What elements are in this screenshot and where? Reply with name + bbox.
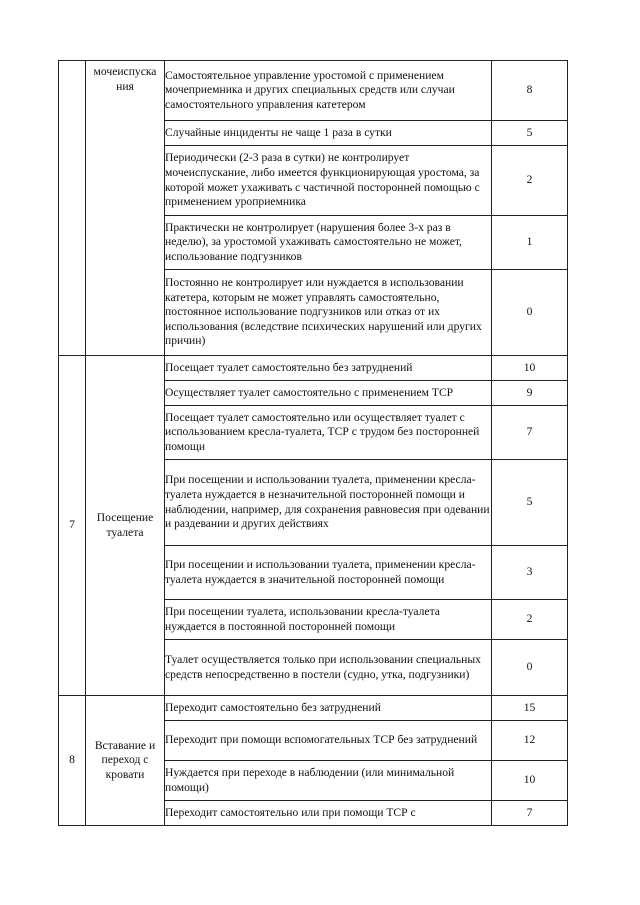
criterion-score: 7 [492, 406, 568, 460]
criterion-score: 10 [492, 356, 568, 381]
criterion-text: Посещает туалет самостоятельно без затруднений [165, 356, 492, 381]
criterion-text: Туалет осуществляется только при использовании специальных средств непосредственно в постели (судно, утка, подгузники) [165, 640, 492, 696]
criterion-score: 5 [492, 121, 568, 146]
criterion-score: 2 [492, 600, 568, 640]
criterion-text: Посещает туалет самостоятельно или осуществляет туалет с использованием кресла-туалета, ТСР с трудом без посторонней помощи [165, 406, 492, 460]
criterion-score: 10 [492, 761, 568, 801]
section-number [59, 61, 86, 356]
criterion-text: Осуществляет туалет самостоятельно с применением ТСР [165, 381, 492, 406]
table-row [59, 696, 568, 721]
section-number: 7 [59, 356, 86, 696]
table-row [59, 356, 568, 381]
table-row [59, 61, 568, 121]
criterion-text: При посещении туалета, использовании кресла-туалета нуждается в постоянной посторонней помощи [165, 600, 492, 640]
criterion-score: 5 [492, 460, 568, 546]
criterion-text: При посещении и использовании туалета, применении кресла-туалета нуждается в значительной посторонней помощи [165, 546, 492, 600]
criterion-text: Случайные инциденты не чаще 1 раза в сутки [165, 121, 492, 146]
criterion-text: Практически не контролирует (нарушения более 3-х раз в неделю), за уростомой ухаживать самостоятельно не может, использование подгузников [165, 216, 492, 270]
criterion-text: Нуждается при переходе в наблюдении (или минимальной помощи) [165, 761, 492, 801]
criterion-score: 8 [492, 61, 568, 121]
criterion-score: 9 [492, 381, 568, 406]
criterion-score: 0 [492, 640, 568, 696]
criterion-score: 1 [492, 216, 568, 270]
section-name: Посещение туалета [86, 356, 165, 696]
criterion-score: 0 [492, 270, 568, 356]
assessment-table [58, 60, 568, 826]
criterion-text: Постоянно не контролирует или нуждается в использовании катетера, которым не может управлять самостоятельно, постоянное использование подгузников или отказ от их использования (вследствие психических нарушений или других причин) [165, 270, 492, 356]
criterion-text: При посещении и использовании туалета, применении кресла-туалета нуждается в незначительной посторонней помощи и наблюдении, например, для сохранения равновесия при одевании и раздевании и других действиях [165, 460, 492, 546]
criterion-score: 7 [492, 801, 568, 826]
criterion-text: Переходит самостоятельно без затруднений [165, 696, 492, 721]
criterion-text: Периодически (2-3 раза в сутки) не контролирует мочеиспускание, либо имеется функционирующая уростома, за которой может ухаживать с частичной посторонней помощью с применением уроприемника [165, 146, 492, 216]
criterion-score: 12 [492, 721, 568, 761]
criterion-text: Переходит самостоятельно или при помощи ТСР с [165, 801, 492, 826]
criterion-score: 15 [492, 696, 568, 721]
section-name: Вставание и переход с кровати [86, 696, 165, 826]
criterion-text: Переходит при помощи вспомогательных ТСР без затруднений [165, 721, 492, 761]
section-number: 8 [59, 696, 86, 826]
criterion-score: 3 [492, 546, 568, 600]
criterion-text: Самостоятельное управление уростомой с применением мочеприемника и других специальных средств или случаи самостоятельного управления катетером [165, 61, 492, 121]
section-name: мочеиспуска ния [86, 61, 165, 356]
criterion-score: 2 [492, 146, 568, 216]
